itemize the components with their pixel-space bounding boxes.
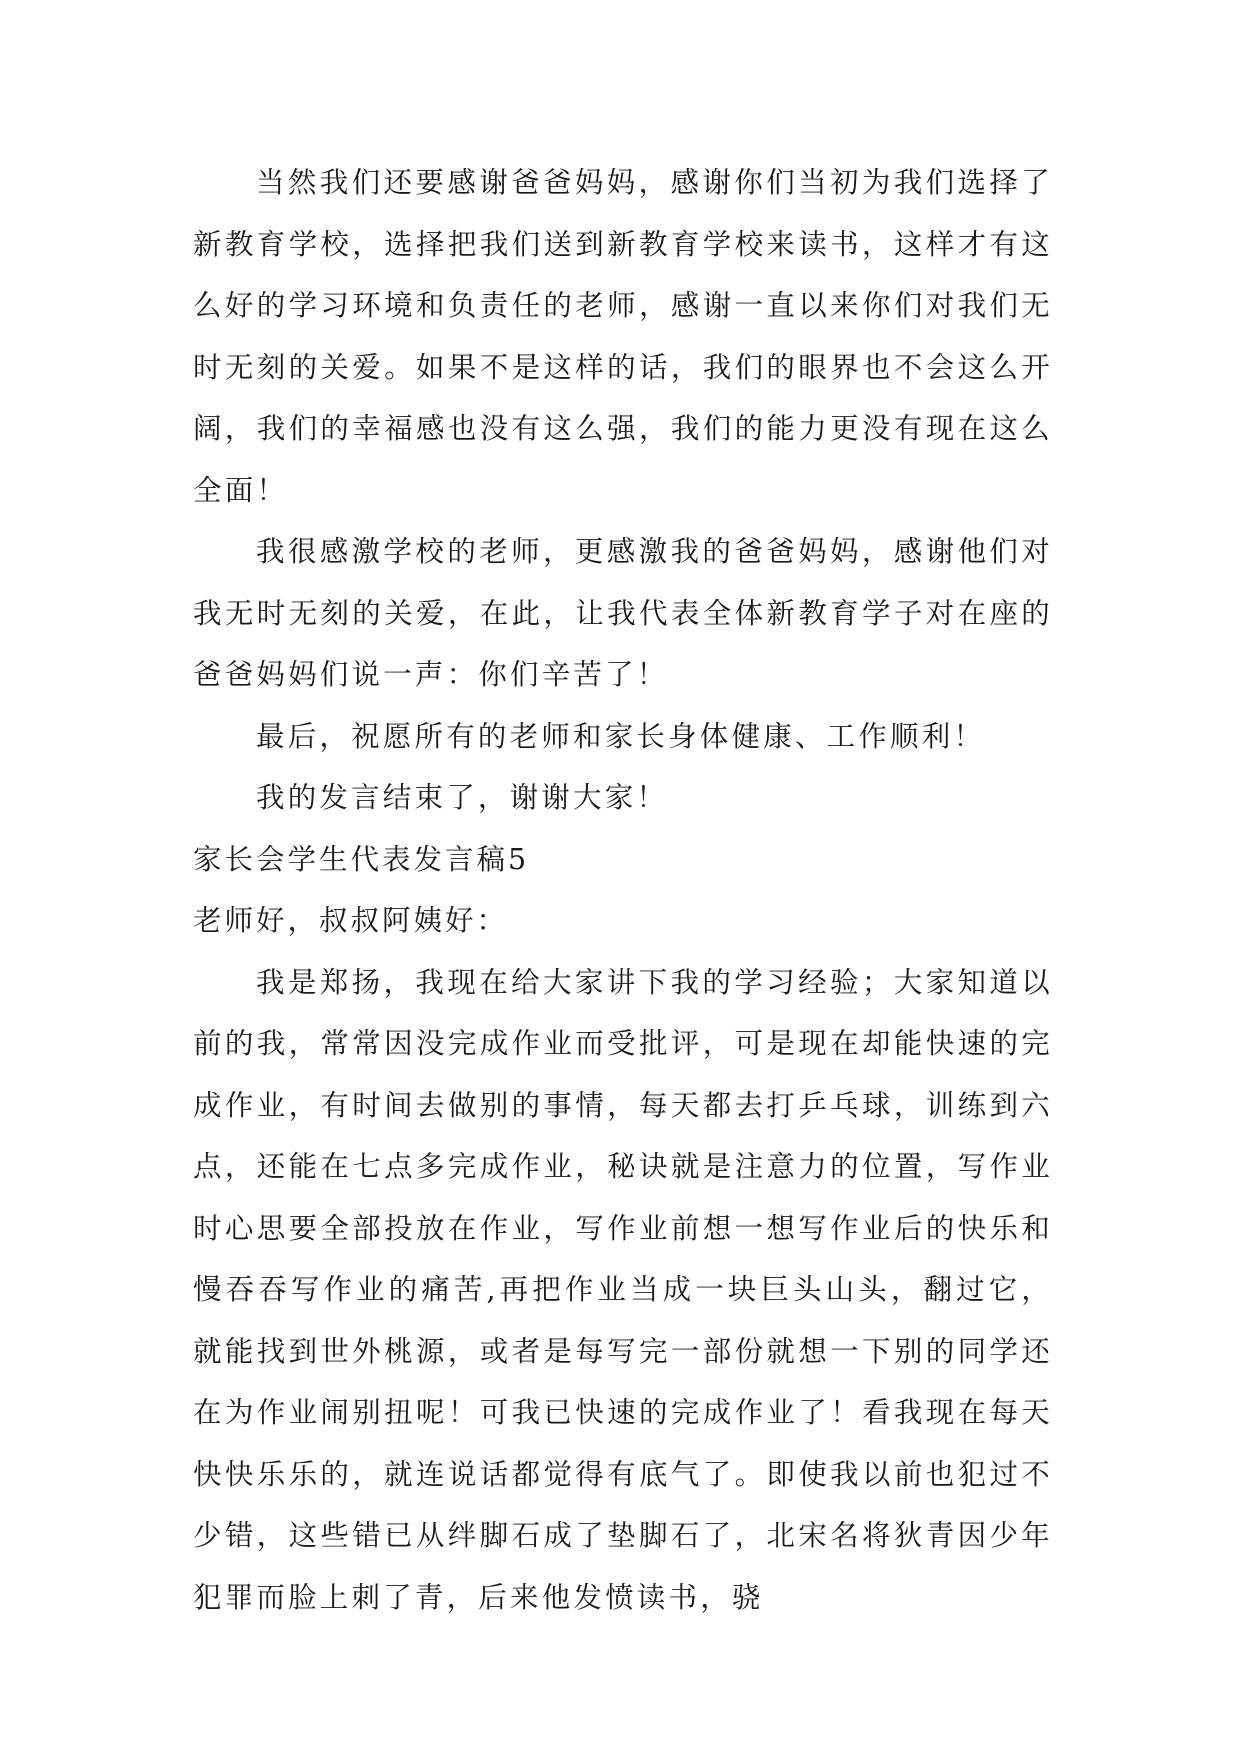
body-paragraph-wishes: 最后，祝愿所有的老师和家长身体健康、工作顺利！ — [256, 719, 986, 753]
body-paragraph-gratitude: 我很感激学校的老师，更感激我的爸爸妈妈，感谢他们对我无时无刻的关爱，在此，让我代表全体新教育学子对在座的爸爸妈妈们说一声：你们辛苦了！ — [193, 535, 1053, 691]
section-title: 家长会学生代表发言稿5 — [193, 842, 530, 876]
greeting-line: 老师好，叔叔阿姨好： — [193, 904, 509, 937]
body-paragraph-experience: 我是郑扬，我现在给大家讲下我的学习经验；大家知道以前的我，常常因没完成作业而受批评，可是现在却能快速的完成作业，有时间去做别的事情，每天都去打乒乓球，训练到六点，还能在七点多完成作业，秘诀就是注意力的位置，写作业时心思要全部投放在作业，写作业前想一想写作业后的快乐和慢吞吞写作业的痛苦,再把作业当成一块巨头山头，翻过它，就能找到世外桃源，或者是每写完一部份就想一下别的同学还在为作业闹别扭呢！可我已快速的完成作业了！看我现在每天快快乐乐的，就连说话都觉得有底气了。即使我以前也犯过不少错，这些错已从绊脚石成了垫脚石了，北宋名将狄青因少年犯罪而脸上刺了青，后来他发愤读书，骁 — [193, 965, 1053, 1614]
document-page — [193, 152, 1053, 1628]
body-paragraph-closing: 我的发言结束了，谢谢大家！ — [256, 781, 669, 814]
body-paragraph-thanks-parents: 当然我们还要感谢爸爸妈妈，感谢你们当初为我们选择了新教育学校，选择把我们送到新教育学校来读书，这样才有这么好的学习环境和负责任的老师，感谢一直以来你们对我们无时无刻的关爱。如果不是这样的话，我们的眼界也不会这么开阔，我们的幸福感也没有这么强，我们的能力更没有现在这么全面！ — [193, 166, 1053, 507]
